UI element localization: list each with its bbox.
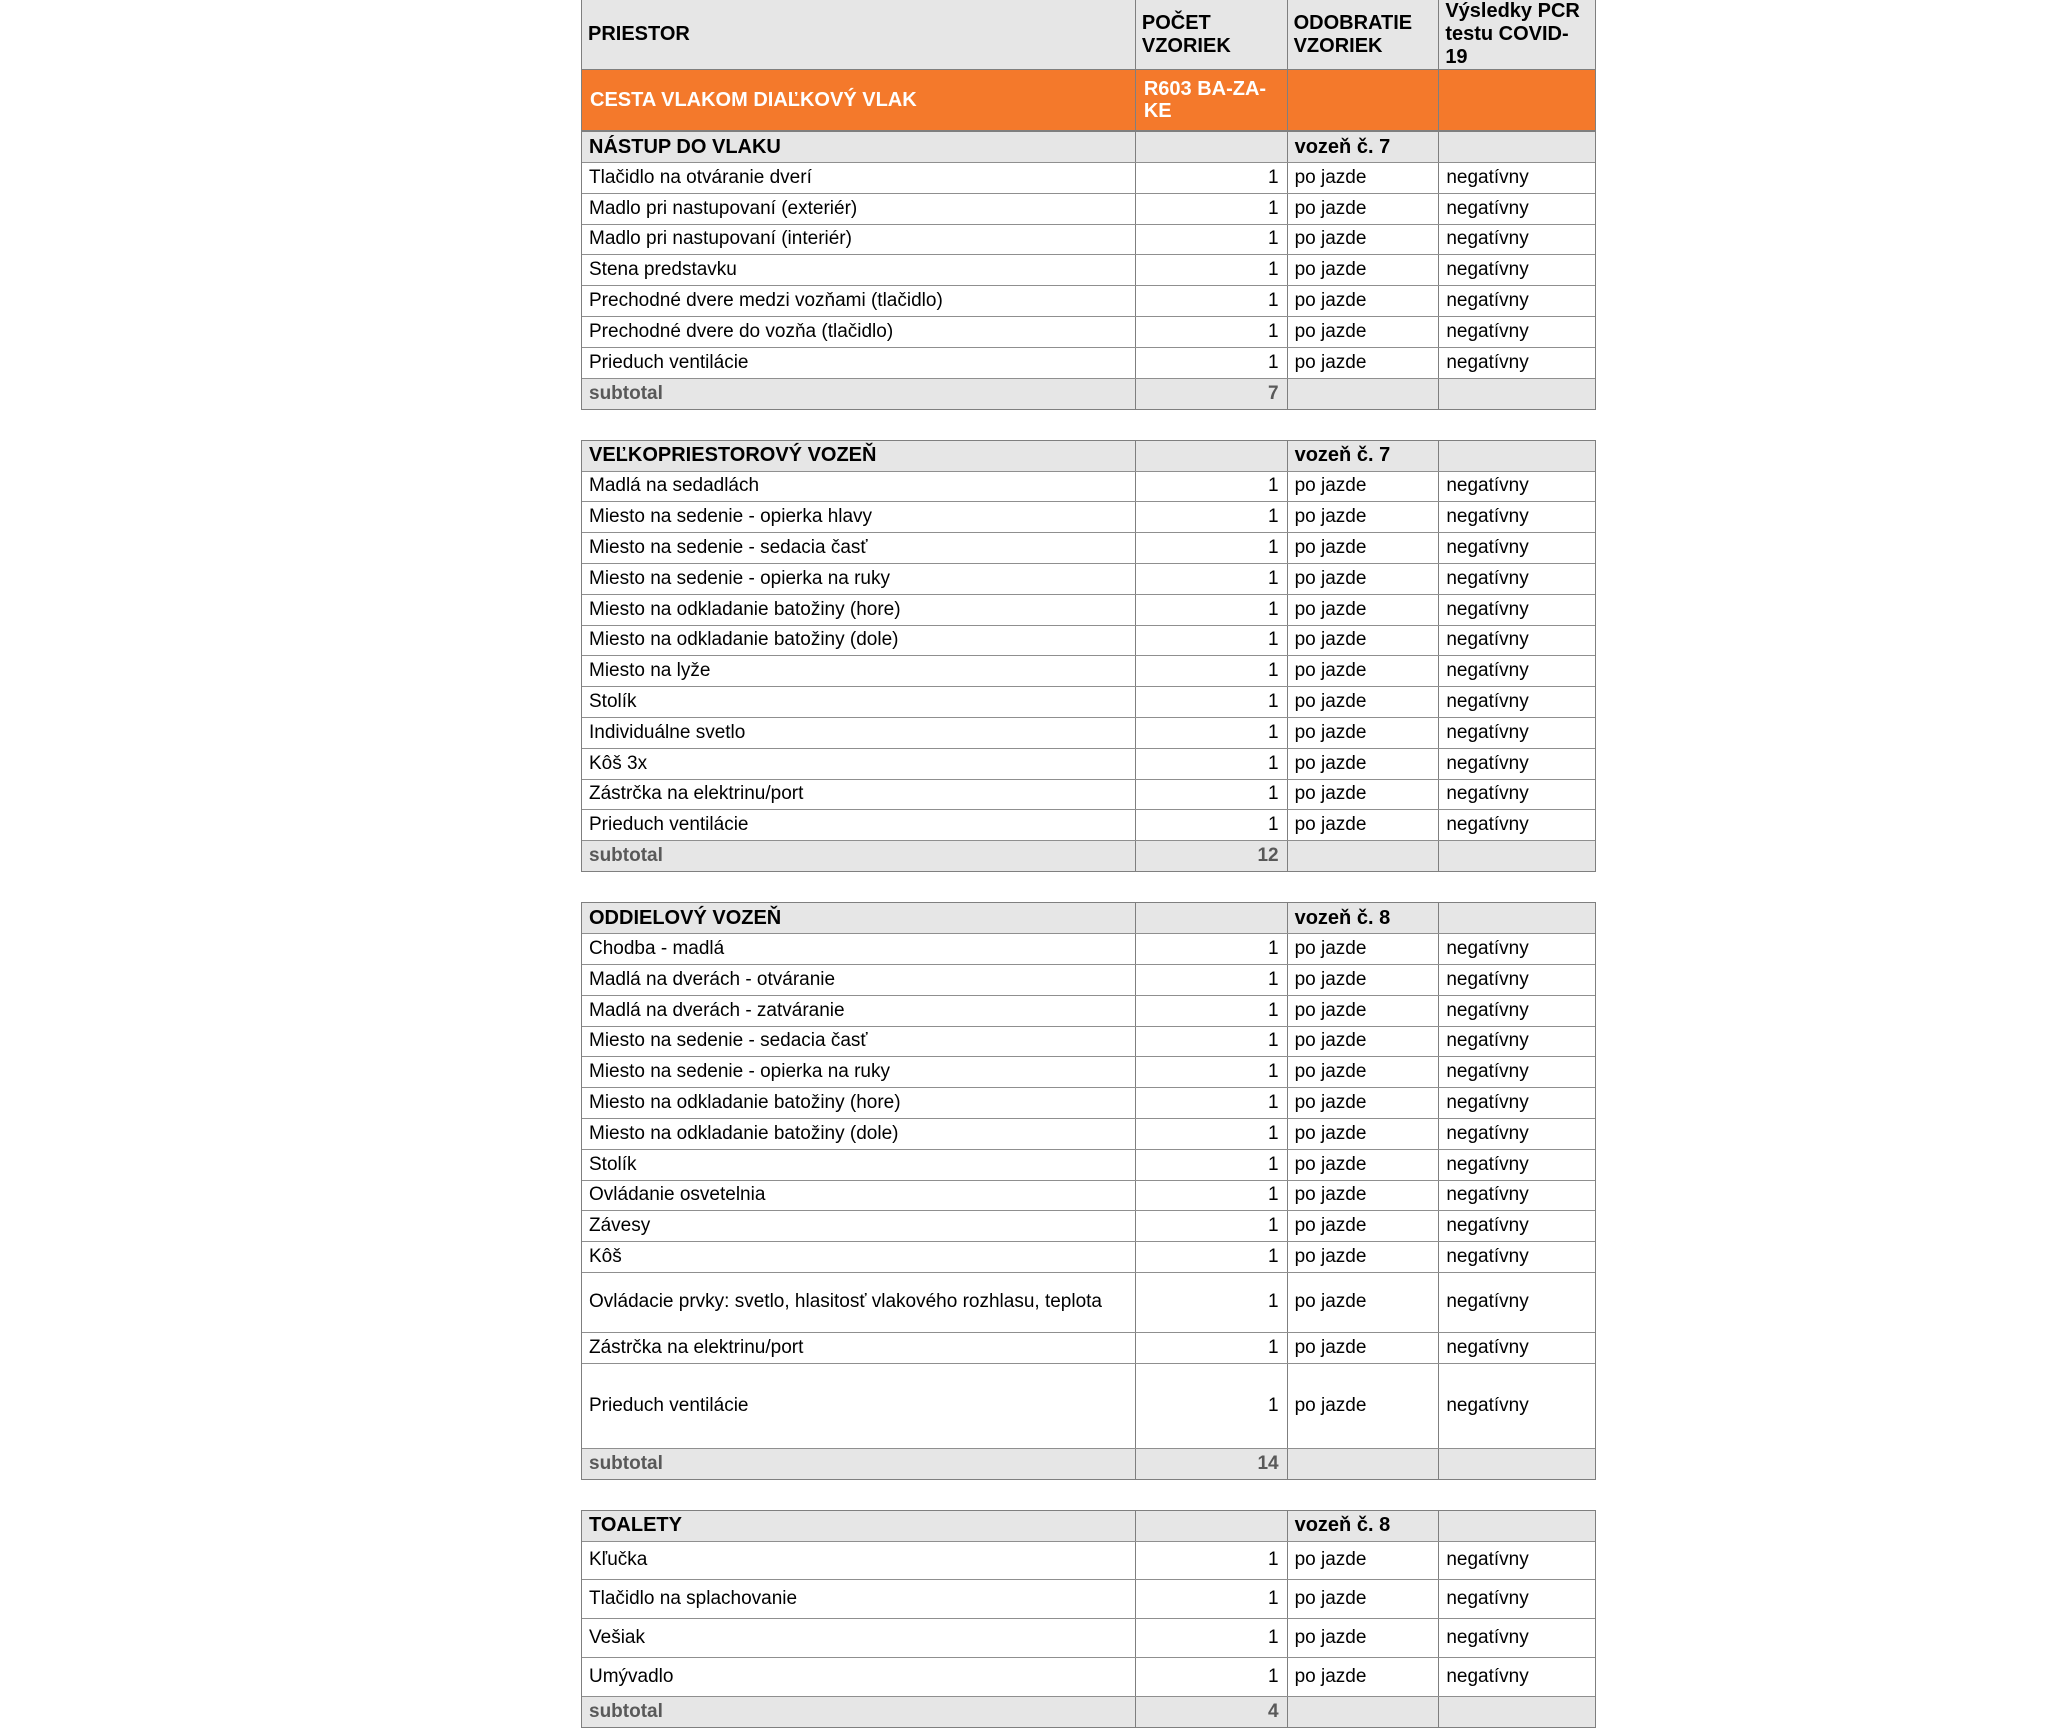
sample-location: Individuálne svetlo — [582, 718, 1136, 748]
section-title: VEĽKOPRIESTOROVÝ VOZEŇ — [582, 441, 1136, 471]
sample-count: 1 — [1136, 317, 1288, 347]
section-empty-cell — [1439, 1511, 1595, 1541]
sample-location: Miesto na odkladanie batožiny (hore) — [582, 1088, 1136, 1118]
sample-location: Kôš — [582, 1242, 1136, 1272]
table-row — [582, 626, 1595, 657]
header-pocet-vzoriek: POČET VZORIEK — [1136, 0, 1288, 69]
sampling-time: po jazde — [1288, 1027, 1440, 1057]
sample-location: Madlo pri nastupovaní (interiér) — [582, 225, 1136, 255]
sample-count: 1 — [1136, 965, 1288, 995]
subtotal-empty-cell — [1439, 1697, 1595, 1727]
sampling-time: po jazde — [1288, 225, 1440, 255]
sample-location: Stena predstavku — [582, 255, 1136, 285]
sampling-time: po jazde — [1288, 1364, 1440, 1448]
wagon-number: vozeň č. 7 — [1288, 132, 1440, 162]
pcr-result: negatívny — [1446, 351, 1529, 373]
sampling-time: po jazde — [1288, 564, 1440, 594]
pcr-result: negatívny — [1446, 1030, 1529, 1052]
section-header-row — [582, 132, 1595, 163]
sample-location: Miesto na sedenie - opierka hlavy — [582, 502, 1136, 532]
sampling-time: po jazde — [1288, 317, 1440, 347]
pcr-result: negatívny — [1446, 259, 1529, 281]
sample-count: 1 — [1136, 780, 1288, 810]
sample-location: Miesto na sedenie - sedacia časť — [582, 1027, 1136, 1057]
sample-count: 1 — [1136, 996, 1288, 1026]
sampling-time: po jazde — [1288, 1273, 1440, 1332]
sample-count: 1 — [1136, 1181, 1288, 1211]
sample-location: Madlá na dverách - zatváranie — [582, 996, 1136, 1026]
table-row — [582, 1658, 1595, 1697]
sample-location: Miesto na odkladanie batožiny (dole) — [582, 1119, 1136, 1149]
sample-count: 1 — [1136, 1273, 1288, 1332]
sample-count: 1 — [1136, 1333, 1288, 1363]
trip-empty-cell — [1439, 70, 1595, 130]
pcr-result: negatívny — [1446, 598, 1529, 620]
sample-location: Miesto na odkladanie batožiny (hore) — [582, 595, 1136, 625]
sample-count: 1 — [1136, 533, 1288, 563]
subtotal-label: subtotal — [582, 379, 1136, 409]
sample-location: Kľučka — [582, 1542, 1136, 1579]
sample-count: 1 — [1136, 595, 1288, 625]
sampling-time: po jazde — [1288, 687, 1440, 717]
subtotal-row — [582, 841, 1595, 871]
pcr-result: negatívny — [1446, 475, 1529, 497]
section-toalety — [581, 1510, 1596, 1728]
sampling-time: po jazde — [1288, 934, 1440, 964]
table-row — [582, 687, 1595, 718]
pcr-result: negatívny — [1446, 1394, 1529, 1416]
sample-count: 1 — [1136, 255, 1288, 285]
wagon-number: vozeň č. 8 — [1288, 903, 1440, 933]
table-row — [582, 1150, 1595, 1181]
sampling-time: po jazde — [1288, 1333, 1440, 1363]
pcr-result: negatívny — [1446, 506, 1529, 528]
header-vysledky-pcr: Výsledky PCR testu COVID-19 — [1445, 0, 1580, 68]
table-row — [582, 1580, 1595, 1619]
sample-location: Stolík — [582, 687, 1136, 717]
table-row — [582, 225, 1595, 256]
header-odobratie-vzoriek: ODOBRATIE VZORIEK — [1288, 0, 1440, 69]
table-row — [582, 1027, 1595, 1058]
sample-count: 1 — [1136, 348, 1288, 378]
table-row — [582, 1364, 1595, 1449]
table-row — [582, 1088, 1595, 1119]
sampling-time: po jazde — [1288, 996, 1440, 1026]
subtotal-row — [582, 379, 1595, 409]
sample-location: Vešiak — [582, 1619, 1136, 1657]
section-empty-cell — [1136, 903, 1288, 933]
pcr-result: negatívny — [1446, 1215, 1529, 1237]
header-priestor: PRIESTOR — [582, 0, 1136, 69]
sampling-time: po jazde — [1288, 656, 1440, 686]
section-empty-cell — [1136, 1511, 1288, 1541]
pcr-result: negatívny — [1446, 1246, 1529, 1267]
subtotal-empty-cell — [1288, 1449, 1440, 1479]
sample-count: 1 — [1136, 1242, 1288, 1272]
sample-count: 1 — [1136, 626, 1288, 656]
pcr-result: negatívny — [1446, 691, 1529, 713]
sample-count: 1 — [1136, 749, 1288, 779]
pcr-result: negatívny — [1446, 814, 1529, 836]
subtotal-label: subtotal — [582, 1449, 1136, 1479]
sampling-time: po jazde — [1288, 1580, 1440, 1618]
sampling-time: po jazde — [1288, 533, 1440, 563]
sample-count: 1 — [1136, 194, 1288, 224]
pcr-result: negatívny — [1446, 660, 1529, 682]
pcr-result: negatívny — [1446, 1587, 1529, 1609]
table-row — [582, 656, 1595, 687]
section-empty-cell — [1439, 441, 1595, 471]
section-header-row — [582, 1511, 1595, 1542]
sample-location: Prechodné dvere medzi vozňami (tlačidlo) — [582, 286, 1136, 316]
pcr-result: negatívny — [1446, 320, 1529, 342]
sampling-time: po jazde — [1288, 1211, 1440, 1241]
table-row — [582, 1542, 1595, 1580]
sample-count: 1 — [1136, 1057, 1288, 1087]
sample-location: Miesto na sedenie - sedacia časť — [582, 533, 1136, 563]
sample-count: 1 — [1136, 472, 1288, 502]
sample-count: 1 — [1136, 1542, 1288, 1579]
subtotal-value: 14 — [1136, 1449, 1288, 1479]
pcr-result: negatívny — [1446, 1665, 1529, 1687]
subtotal-empty-cell — [1439, 1449, 1595, 1479]
sampling-time: po jazde — [1288, 1619, 1440, 1657]
table-row — [582, 1242, 1595, 1273]
section-title: NÁSTUP DO VLAKU — [582, 132, 1136, 162]
section-nastup-do-vlaku — [581, 132, 1596, 410]
sample-location: Tlačidlo na splachovanie — [582, 1580, 1136, 1618]
table-row — [582, 533, 1595, 564]
table-row — [582, 194, 1595, 225]
pcr-result: negatívny — [1446, 968, 1529, 990]
table-row — [582, 564, 1595, 595]
sample-location: Ovládanie osvetelnia — [582, 1181, 1136, 1211]
table-header-block — [581, 0, 1596, 132]
sampling-time: po jazde — [1288, 255, 1440, 285]
sampling-time: po jazde — [1288, 810, 1440, 840]
table-row — [582, 1273, 1595, 1333]
sampling-time: po jazde — [1288, 1181, 1440, 1211]
table-row — [582, 1211, 1595, 1242]
sampling-time: po jazde — [1288, 595, 1440, 625]
pcr-result: negatívny — [1446, 1153, 1529, 1175]
sampling-time: po jazde — [1288, 286, 1440, 316]
sampling-time: po jazde — [1288, 626, 1440, 656]
section-title: TOALETY — [582, 1511, 1136, 1541]
section-header-row — [582, 903, 1595, 934]
sample-location: Madlá na sedadlách — [582, 472, 1136, 502]
sample-count: 1 — [1136, 1580, 1288, 1618]
table-row — [582, 780, 1595, 811]
wagon-number: vozeň č. 8 — [1288, 1511, 1440, 1541]
sample-location: Kôš 3x — [582, 749, 1136, 779]
section-oddielovy-vozen — [581, 902, 1596, 1480]
table-row — [582, 595, 1595, 626]
subtotal-row — [582, 1449, 1595, 1479]
pcr-result: negatívny — [1446, 629, 1529, 651]
subtotal-label: subtotal — [582, 841, 1136, 871]
pcr-result: negatívny — [1446, 290, 1529, 312]
subtotal-empty-cell — [1439, 379, 1595, 409]
sample-count: 1 — [1136, 502, 1288, 532]
sample-count: 1 — [1136, 687, 1288, 717]
table-row — [582, 810, 1595, 841]
sample-count: 1 — [1136, 934, 1288, 964]
table-row — [582, 1619, 1595, 1658]
pcr-result: negatívny — [1446, 1061, 1529, 1083]
sampling-time: po jazde — [1288, 1150, 1440, 1180]
sample-location: Prieduch ventilácie — [582, 810, 1136, 840]
sample-location: Umývadlo — [582, 1658, 1136, 1696]
table-row — [582, 1333, 1595, 1364]
table-row — [582, 286, 1595, 317]
pcr-result: negatívny — [1446, 1549, 1529, 1571]
section-empty-cell — [1136, 132, 1288, 162]
subtotal-value: 4 — [1136, 1697, 1288, 1727]
sampling-time: po jazde — [1288, 1088, 1440, 1118]
sample-location: Tlačidlo na otváranie dverí — [582, 163, 1136, 193]
table-row — [582, 1181, 1595, 1212]
section-empty-cell — [1136, 441, 1288, 471]
sampling-time: po jazde — [1288, 472, 1440, 502]
trip-label: CESTA VLAKOM DIAĽKOVÝ VLAK — [582, 70, 1136, 130]
sample-location: Ovládacie prvky: svetlo, hlasitosť vlakového rozhlasu, teplota — [582, 1273, 1136, 1332]
section-velkopriestorovy-vozen — [581, 440, 1596, 873]
sample-count: 1 — [1136, 656, 1288, 686]
sampling-time: po jazde — [1288, 1658, 1440, 1696]
sample-location: Zástrčka na elektrinu/port — [582, 780, 1136, 810]
table-row — [582, 472, 1595, 503]
pcr-result: negatívny — [1446, 537, 1529, 559]
wagon-number: vozeň č. 7 — [1288, 441, 1440, 471]
sampling-time: po jazde — [1288, 502, 1440, 532]
sampling-time: po jazde — [1288, 965, 1440, 995]
subtotal-row — [582, 1697, 1595, 1727]
pcr-result: negatívny — [1446, 783, 1529, 805]
table-row — [582, 718, 1595, 749]
sample-location: Prieduch ventilácie — [582, 1364, 1136, 1448]
sample-count: 1 — [1136, 1119, 1288, 1149]
table-row — [582, 163, 1595, 194]
subtotal-empty-cell — [1288, 841, 1440, 871]
sample-count: 1 — [1136, 225, 1288, 255]
sample-location: Madlá na dverách - otváranie — [582, 965, 1136, 995]
pcr-result: negatívny — [1446, 1122, 1529, 1144]
sampling-time: po jazde — [1288, 780, 1440, 810]
table-row — [582, 1119, 1595, 1150]
table-row — [582, 255, 1595, 286]
sample-count: 1 — [1136, 1211, 1288, 1241]
subtotal-value: 12 — [1136, 841, 1288, 871]
table-row — [582, 749, 1595, 780]
sample-location: Miesto na sedenie - opierka na ruky — [582, 1057, 1136, 1087]
section-header-row — [582, 441, 1595, 472]
sampling-time: po jazde — [1288, 348, 1440, 378]
pcr-result: negatívny — [1446, 752, 1529, 774]
sample-location: Zástrčka na elektrinu/port — [582, 1333, 1136, 1363]
sample-count: 1 — [1136, 1150, 1288, 1180]
sampling-time: po jazde — [1288, 1057, 1440, 1087]
pcr-result: negatívny — [1446, 999, 1529, 1021]
sample-location: Madlo pri nastupovaní (exteriér) — [582, 194, 1136, 224]
pcr-result: negatívny — [1446, 567, 1529, 589]
pcr-result: negatívny — [1446, 938, 1529, 960]
sampling-time: po jazde — [1288, 163, 1440, 193]
table-row — [582, 502, 1595, 533]
sample-location: Stolík — [582, 1150, 1136, 1180]
trip-row — [582, 70, 1595, 131]
train-number: R603 BA-ZA-KE — [1136, 70, 1288, 130]
table-row — [582, 348, 1595, 379]
sampling-table — [581, 0, 1596, 1728]
section-empty-cell — [1439, 903, 1595, 933]
subtotal-value: 7 — [1136, 379, 1288, 409]
sampling-time: po jazde — [1288, 1542, 1440, 1579]
sample-location: Miesto na sedenie - opierka na ruky — [582, 564, 1136, 594]
table-row — [582, 996, 1595, 1027]
sample-count: 1 — [1136, 718, 1288, 748]
pcr-result: negatívny — [1446, 1092, 1529, 1114]
sampling-time: po jazde — [1288, 1242, 1440, 1272]
pcr-result: negatívny — [1446, 1626, 1529, 1648]
column-header-row — [582, 0, 1595, 70]
sampling-time: po jazde — [1288, 749, 1440, 779]
table-row — [582, 317, 1595, 348]
sample-count: 1 — [1136, 286, 1288, 316]
subtotal-empty-cell — [1288, 379, 1440, 409]
subtotal-empty-cell — [1288, 1697, 1440, 1727]
sample-count: 1 — [1136, 1619, 1288, 1657]
sample-count: 1 — [1136, 1088, 1288, 1118]
sampling-time: po jazde — [1288, 1119, 1440, 1149]
sampling-time: po jazde — [1288, 194, 1440, 224]
section-empty-cell — [1439, 132, 1595, 162]
sample-location: Prechodné dvere do vozňa (tlačidlo) — [582, 317, 1136, 347]
sampling-time: po jazde — [1288, 718, 1440, 748]
table-row — [582, 1057, 1595, 1088]
sample-location: Miesto na odkladanie batožiny (dole) — [582, 626, 1136, 656]
sample-location: Miesto na lyže — [582, 656, 1136, 686]
pcr-result: negatívny — [1446, 1336, 1529, 1358]
section-title: ODDIELOVÝ VOZEŇ — [582, 903, 1136, 933]
pcr-result: negatívny — [1446, 166, 1529, 188]
subtotal-empty-cell — [1439, 841, 1595, 871]
sample-location: Chodba - madlá — [582, 934, 1136, 964]
trip-empty-cell — [1288, 70, 1440, 130]
pcr-result: negatívny — [1446, 721, 1529, 743]
subtotal-label: subtotal — [582, 1697, 1136, 1727]
sample-count: 1 — [1136, 1364, 1288, 1448]
table-row — [582, 934, 1595, 965]
sample-count: 1 — [1136, 810, 1288, 840]
sample-count: 1 — [1136, 564, 1288, 594]
sample-count: 1 — [1136, 1658, 1288, 1696]
table-row — [582, 965, 1595, 996]
pcr-result: negatívny — [1446, 1291, 1529, 1313]
sample-count: 1 — [1136, 1027, 1288, 1057]
sample-location: Prieduch ventilácie — [582, 348, 1136, 378]
sample-location: Závesy — [582, 1211, 1136, 1241]
pcr-result: negatívny — [1446, 1184, 1529, 1206]
sample-count: 1 — [1136, 163, 1288, 193]
pcr-result: negatívny — [1446, 197, 1529, 219]
pcr-result: negatívny — [1446, 228, 1529, 250]
